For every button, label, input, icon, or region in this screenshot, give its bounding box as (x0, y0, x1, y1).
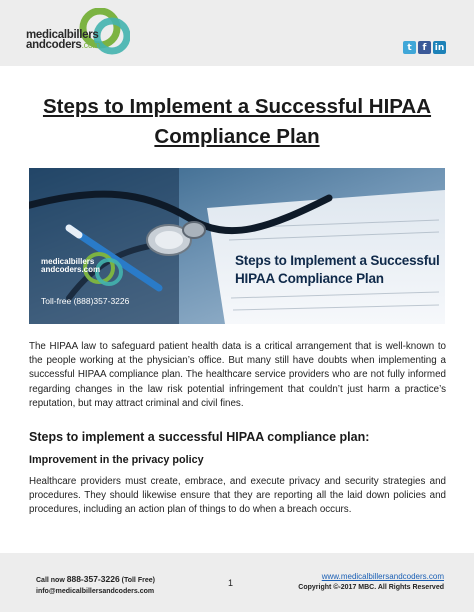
section-heading: Steps to implement a successful HIPAA compliance plan: (29, 430, 370, 444)
footer-phone[interactable]: 888-357-3226 (66, 574, 120, 584)
footer-copyright: Copyright ©-2017 MBC. All Rights Reserved (298, 584, 444, 591)
footer-call: Call now 888-357-3226 (Toll Free) (36, 574, 155, 584)
logo-line-1: medicalbillers (26, 29, 99, 41)
body-paragraph: Healthcare providers must create, embrace, and execute privacy and security strategies and procedures. They should likewise ensure that they are reporting all the laid down policies and procedures, including an action plan of things to do when a breach occurs. (29, 476, 446, 516)
hero-image (29, 168, 445, 324)
logo-suffix: .com (81, 40, 100, 50)
page-header (0, 0, 474, 66)
social-links (403, 41, 446, 54)
document-title: Steps to Implement a Successful HIPAA Compliance Plan (42, 95, 432, 148)
hero-badge-line-2: andcoders.com (41, 265, 101, 274)
page-number: 1 (228, 578, 234, 588)
company-logo[interactable] (26, 8, 136, 60)
linkedin-icon[interactable]: in (434, 42, 445, 53)
footer-right (298, 571, 444, 593)
hero-title-line-1: Steps to Implement a Successful (235, 253, 440, 268)
hero-phone: Toll-free (888)357-3226 (41, 296, 130, 306)
hero-badge-line-1: medicalbillers (41, 257, 95, 266)
logo-line-2: andcoders (26, 39, 82, 51)
hero-title (235, 252, 445, 288)
footer-email[interactable]: info@medicalbillersandcoders.com (36, 588, 155, 595)
subheading: Improvement in the privacy policy (29, 454, 204, 466)
facebook-icon[interactable]: f (418, 41, 431, 54)
twitter-icon[interactable]: t (403, 41, 416, 54)
intro-paragraph: The HIPAA law to safeguard patient health data is a critical arrangement that is well-known to the people working at the physician’s office. But many still have doubts when implementing a successful HIPAA compliance plan. The healthcare service providers who are not fully informed regarding changes in the law risk potential infringement that couldn’t just harm a practice’s reputation, but may attract criminal and civil fines. (29, 341, 446, 409)
footer-website-link[interactable]: www.medicalbillersandcoders.com (321, 572, 444, 581)
logo-wordmark (26, 30, 100, 50)
hero-title-line-2: HIPAA Compliance Plan (235, 271, 384, 286)
hero-logo-badge (41, 258, 121, 274)
footer-contact (36, 574, 155, 597)
